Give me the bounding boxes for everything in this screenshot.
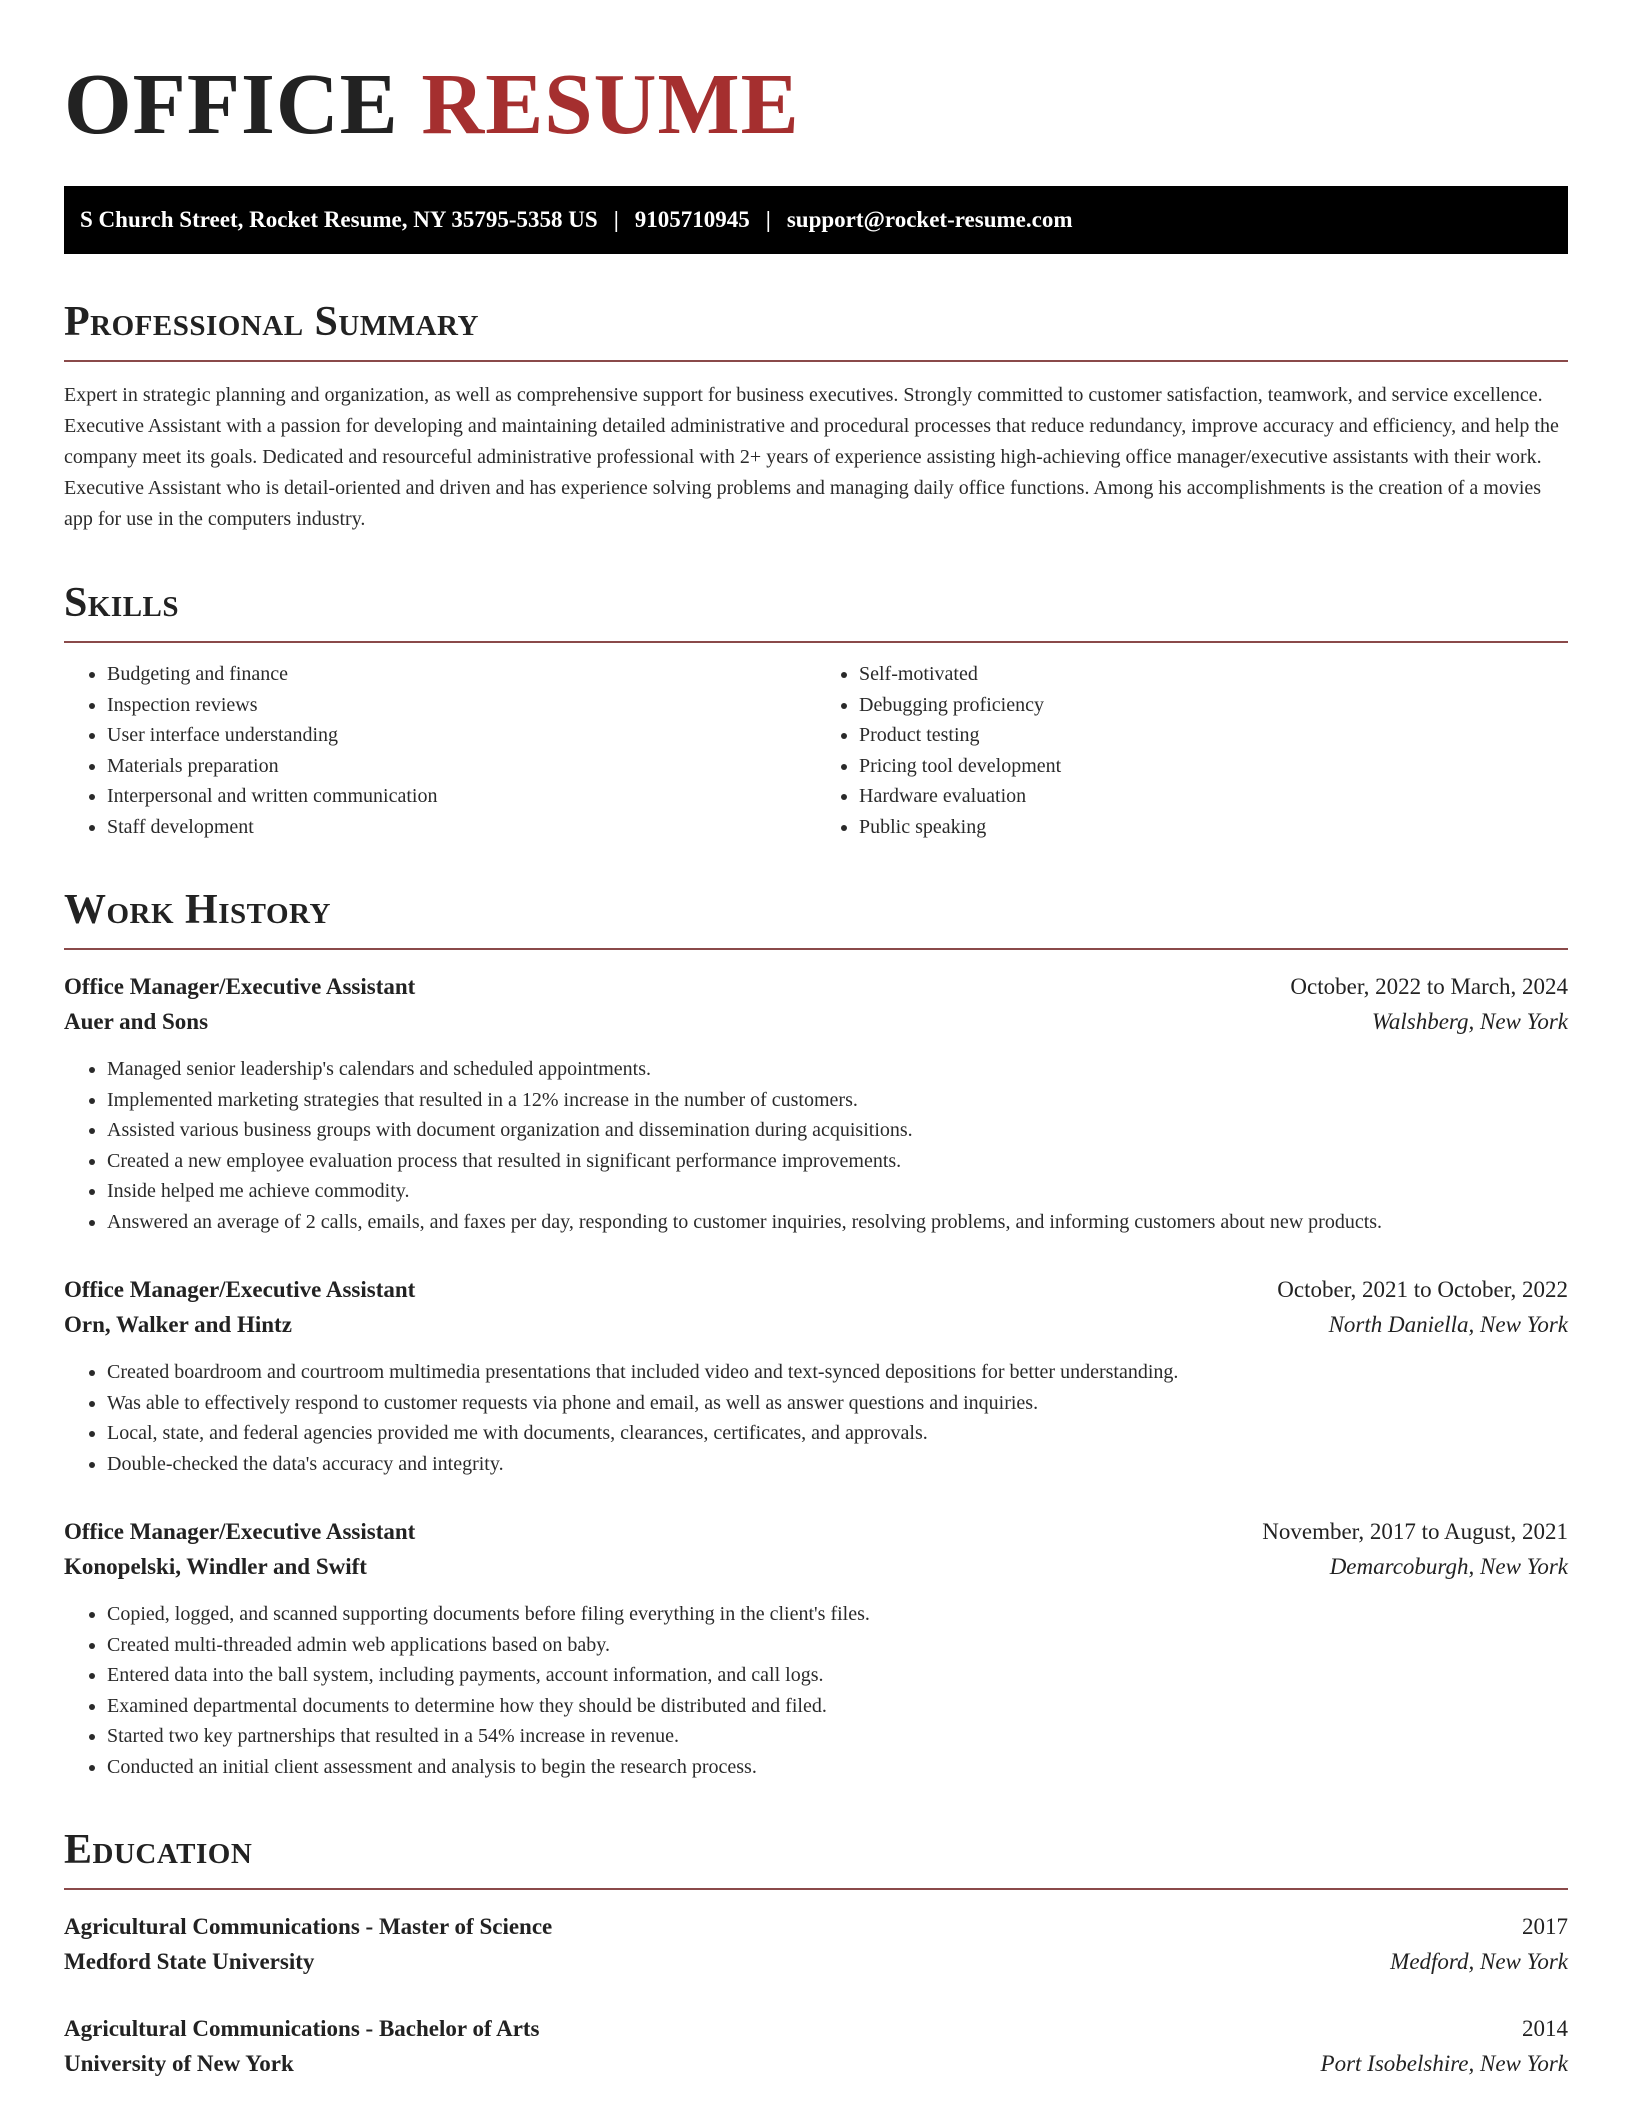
skill-item: • Interpersonal and written communication	[107, 781, 816, 812]
name-first: OFFICE	[64, 55, 399, 152]
education-entry	[64, 1910, 1568, 1980]
job-bullet: • Double-checked the data's accuracy and integrity.	[107, 1449, 1568, 1480]
skill-item: • Hardware evaluation	[859, 781, 1568, 812]
education-school: Medford State University	[64, 1949, 315, 1974]
job-dates: October, 2021 to October, 2022	[1277, 1277, 1568, 1302]
job-bullet: • Created boardroom and courtroom multimedia presentations that included video and text-synced depositions for better understanding.	[107, 1357, 1568, 1388]
education-location: Medford, New York	[1390, 1949, 1568, 1974]
education-school: University of New York	[64, 2051, 294, 2076]
job-bullet: • Examined departmental documents to determine how they should be distributed and filed.	[107, 1691, 1568, 1722]
contact-phone: 9105710945	[634, 207, 750, 232]
job-bullet: • Created multi-threaded admin web applications based on baby.	[107, 1630, 1568, 1661]
skill-item: • User interface understanding	[107, 720, 816, 751]
education-degree: Agricultural Communications - Master of Science	[64, 1914, 553, 1939]
name-last: RESUME	[421, 55, 800, 152]
education-location: Port Isobelshire, New York	[1320, 2051, 1568, 2076]
contact-separator: |	[613, 207, 619, 232]
education-entry	[64, 2012, 1568, 2082]
job-title: Office Manager/Executive Assistant	[64, 1277, 416, 1302]
skills-section	[64, 579, 1568, 842]
skill-item: • Product testing	[859, 720, 1568, 751]
job-title: Office Manager/Executive Assistant	[64, 1519, 416, 1544]
job-bullet: • Inside helped me achieve commodity.	[107, 1176, 1568, 1207]
skill-item: • Public speaking	[859, 812, 1568, 843]
job-entry	[64, 970, 1568, 1237]
job-location: North Daniella, New York	[1328, 1312, 1568, 1337]
skills-heading: Skills	[64, 579, 1568, 643]
education-degree: Agricultural Communications - Bachelor of Arts	[64, 2016, 540, 2041]
work-history-heading: Work History	[64, 886, 1568, 950]
education-year: 2017	[1522, 1914, 1568, 1939]
contact-email: support@rocket-resume.com	[786, 207, 1073, 232]
skill-item: • Inspection reviews	[107, 690, 816, 721]
job-bullet: • Was able to effectively respond to customer requests via phone and email, as well as answer questions and inquiries.	[107, 1388, 1568, 1419]
contact-separator: |	[765, 207, 771, 232]
skills-list-left	[64, 659, 816, 842]
job-bullets	[64, 1599, 1568, 1782]
skills-columns	[64, 659, 1568, 842]
job-employer: Orn, Walker and Hintz	[64, 1312, 292, 1337]
job-bullets	[64, 1054, 1568, 1237]
education-year: 2014	[1522, 2016, 1568, 2041]
summary-text: Expert in strategic planning and organization, as well as comprehensive support for business executives. Strongly committed to customer satisfaction, teamwork, and service excellence. Executive Assistant with a passion for developing and maintaining detailed administrative and procedural processes that reduce redundancy, improve accuracy and efficiency, and help the company meet its goals. Dedicated and resourceful administrative professional with 2+ years of experience assisting high-achieving office manager/executive assistants with their work. Executive Assistant who is detail-oriented and driven and has experience solving problems and managing daily office functions. Among his accomplishments is the creation of a movies app for use in the computers industry.	[64, 384, 1559, 530]
skill-item: • Staff development	[107, 812, 816, 843]
job-employer: Auer and Sons	[64, 1009, 209, 1034]
job-dates: November, 2017 to August, 2021	[1262, 1519, 1568, 1544]
job-bullets	[64, 1357, 1568, 1479]
job-employer: Konopelski, Windler and Swift	[64, 1554, 367, 1579]
resume-name	[64, 0, 1568, 152]
job-location: Demarcoburgh, New York	[1329, 1554, 1568, 1579]
education-heading: Education	[64, 1826, 1568, 1890]
skill-item: • Materials preparation	[107, 751, 816, 782]
job-title: Office Manager/Executive Assistant	[64, 974, 416, 999]
skills-list-right	[816, 659, 1568, 842]
contact-address: S Church Street, Rocket Resume, NY 35795-5358 US	[80, 207, 598, 232]
job-bullet: • Assisted various business groups with document organization and dissemination during acquisitions.	[107, 1115, 1568, 1146]
job-bullet: • Implemented marketing strategies that resulted in a 12% increase in the number of customers.	[107, 1085, 1568, 1116]
job-location: Walshberg, New York	[1371, 1009, 1568, 1034]
job-entry	[64, 1273, 1568, 1479]
job-bullet: • Answered an average of 2 calls, emails, and faxes per day, responding to customer inquiries, resolving problems, and informing customers about new products.	[107, 1207, 1568, 1238]
summary-heading: Professional Summary	[64, 298, 1568, 362]
job-bullet: • Managed senior leadership's calendars and scheduled appointments.	[107, 1054, 1568, 1085]
skill-item: • Pricing tool development	[859, 751, 1568, 782]
education-section	[64, 1826, 1568, 2082]
work-history-section	[64, 886, 1568, 1782]
job-bullet: • Created a new employee evaluation process that resulted in significant performance improvements.	[107, 1146, 1568, 1177]
job-bullet: • Local, state, and federal agencies provided me with documents, clearances, certificates, and approvals.	[107, 1418, 1568, 1449]
job-entry	[64, 1515, 1568, 1782]
job-bullet: • Copied, logged, and scanned supporting documents before filing everything in the client's files.	[107, 1599, 1568, 1630]
job-dates: October, 2022 to March, 2024	[1290, 974, 1568, 999]
job-bullet: • Started two key partnerships that resulted in a 54% increase in revenue.	[107, 1721, 1568, 1752]
skill-item: • Debugging proficiency	[859, 690, 1568, 721]
contact-bar	[64, 186, 1568, 254]
summary-section	[64, 298, 1568, 535]
job-bullet: • Entered data into the ball system, including payments, account information, and call logs.	[107, 1660, 1568, 1691]
skill-item: • Budgeting and finance	[107, 659, 816, 690]
job-bullet: • Conducted an initial client assessment and analysis to begin the research process.	[107, 1752, 1568, 1783]
skill-item: • Self-motivated	[859, 659, 1568, 690]
